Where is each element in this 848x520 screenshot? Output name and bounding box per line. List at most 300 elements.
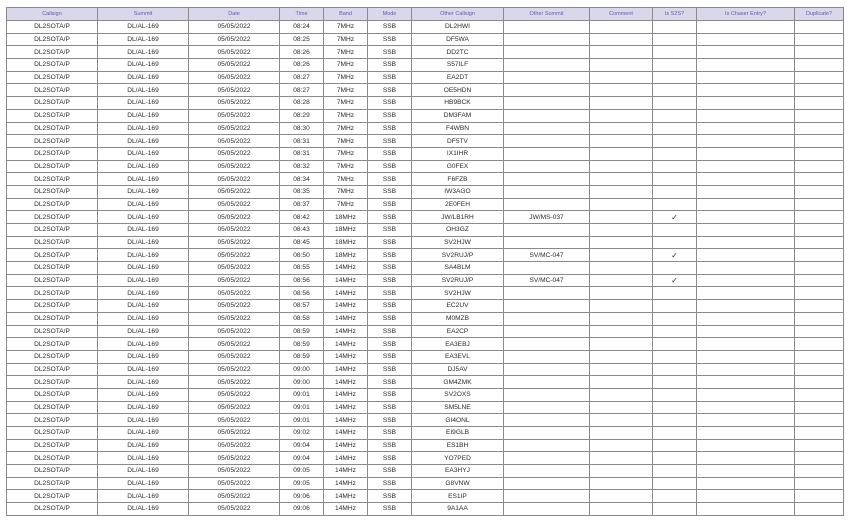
table-row[interactable] xyxy=(7,59,844,72)
column-header-time[interactable]: Time xyxy=(280,8,324,21)
cell-comment[interactable] xyxy=(590,236,653,249)
cell-mode[interactable]: SSB xyxy=(368,363,412,376)
cell-date[interactable]: 05/05/2022 xyxy=(189,414,280,427)
cell-duplicate[interactable] xyxy=(795,71,844,84)
column-header-mode[interactable]: Mode xyxy=(368,8,412,21)
cell-time[interactable]: 08:59 xyxy=(280,325,324,338)
cell-duplicate[interactable] xyxy=(795,439,844,452)
cell-band[interactable]: 14MHz xyxy=(324,363,368,376)
cell-comment[interactable] xyxy=(590,338,653,351)
cell-comment[interactable] xyxy=(590,287,653,300)
cell-comment[interactable] xyxy=(590,274,653,287)
cell-duplicate[interactable] xyxy=(795,414,844,427)
table-row[interactable] xyxy=(7,97,844,110)
cell-duplicate[interactable] xyxy=(795,300,844,313)
cell-other-summit[interactable] xyxy=(504,160,590,173)
cell-time[interactable]: 08:24 xyxy=(280,21,324,34)
cell-duplicate[interactable] xyxy=(795,198,844,211)
cell-other-callsign[interactable]: SM5LNE xyxy=(412,401,504,414)
table-row[interactable] xyxy=(7,338,844,351)
cell-date[interactable]: 05/05/2022 xyxy=(189,249,280,262)
cell-comment[interactable] xyxy=(590,312,653,325)
cell-band[interactable]: 14MHz xyxy=(324,439,368,452)
cell-callsign[interactable]: DL2SOTA/P xyxy=(7,363,98,376)
cell-other-callsign[interactable]: M0MZB xyxy=(412,312,504,325)
cell-is-s2s[interactable] xyxy=(653,59,697,72)
cell-other-callsign[interactable]: SA4BLM xyxy=(412,262,504,275)
cell-is-s2s[interactable]: ✓ xyxy=(653,274,697,287)
cell-comment[interactable] xyxy=(590,185,653,198)
cell-time[interactable]: 08:42 xyxy=(280,211,324,224)
cell-comment[interactable] xyxy=(590,376,653,389)
cell-is-s2s[interactable] xyxy=(653,97,697,110)
cell-mode[interactable]: SSB xyxy=(368,224,412,237)
cell-band[interactable]: 18MHz xyxy=(324,224,368,237)
cell-callsign[interactable]: DL2SOTA/P xyxy=(7,465,98,478)
cell-summit[interactable]: DL/AL-169 xyxy=(98,198,189,211)
cell-time[interactable]: 09:05 xyxy=(280,465,324,478)
cell-is-s2s[interactable] xyxy=(653,71,697,84)
cell-other-callsign[interactable]: ES1BH xyxy=(412,439,504,452)
cell-comment[interactable] xyxy=(590,465,653,478)
cell-comment[interactable] xyxy=(590,439,653,452)
table-row[interactable] xyxy=(7,439,844,452)
column-header-callsign[interactable]: Callsign xyxy=(7,8,98,21)
table-row[interactable] xyxy=(7,388,844,401)
cell-date[interactable]: 05/05/2022 xyxy=(189,312,280,325)
table-row[interactable] xyxy=(7,147,844,160)
cell-band[interactable]: 7MHz xyxy=(324,173,368,186)
cell-mode[interactable]: SSB xyxy=(368,173,412,186)
cell-other-summit[interactable] xyxy=(504,300,590,313)
cell-is-s2s[interactable] xyxy=(653,173,697,186)
column-header-is-s2s[interactable]: Is S2S? xyxy=(653,8,697,21)
cell-comment[interactable] xyxy=(590,350,653,363)
cell-callsign[interactable]: DL2SOTA/P xyxy=(7,249,98,262)
cell-time[interactable]: 08:59 xyxy=(280,350,324,363)
table-row[interactable] xyxy=(7,300,844,313)
cell-mode[interactable]: SSB xyxy=(368,21,412,34)
cell-is-chaser-entry[interactable] xyxy=(697,439,795,452)
cell-mode[interactable]: SSB xyxy=(368,147,412,160)
cell-other-summit[interactable] xyxy=(504,325,590,338)
cell-callsign[interactable]: DL2SOTA/P xyxy=(7,503,98,516)
cell-mode[interactable]: SSB xyxy=(368,185,412,198)
cell-time[interactable]: 08:56 xyxy=(280,287,324,300)
cell-other-summit[interactable] xyxy=(504,401,590,414)
cell-is-s2s[interactable] xyxy=(653,338,697,351)
cell-is-s2s[interactable] xyxy=(653,376,697,389)
cell-time[interactable]: 08:31 xyxy=(280,147,324,160)
cell-mode[interactable]: SSB xyxy=(368,236,412,249)
cell-summit[interactable]: DL/AL-169 xyxy=(98,414,189,427)
cell-summit[interactable]: DL/AL-169 xyxy=(98,363,189,376)
cell-duplicate[interactable] xyxy=(795,211,844,224)
cell-time[interactable]: 09:01 xyxy=(280,388,324,401)
cell-duplicate[interactable] xyxy=(795,401,844,414)
table-row[interactable] xyxy=(7,490,844,503)
cell-mode[interactable]: SSB xyxy=(368,160,412,173)
cell-summit[interactable]: DL/AL-169 xyxy=(98,185,189,198)
cell-comment[interactable] xyxy=(590,135,653,148)
cell-other-callsign[interactable]: G8VNW xyxy=(412,477,504,490)
cell-band[interactable]: 14MHz xyxy=(324,503,368,516)
cell-summit[interactable]: DL/AL-169 xyxy=(98,135,189,148)
cell-other-callsign[interactable]: F4WBN xyxy=(412,122,504,135)
cell-comment[interactable] xyxy=(590,46,653,59)
cell-comment[interactable] xyxy=(590,452,653,465)
cell-summit[interactable]: DL/AL-169 xyxy=(98,287,189,300)
cell-is-s2s[interactable] xyxy=(653,46,697,59)
cell-comment[interactable] xyxy=(590,122,653,135)
column-header-summit[interactable]: Summit xyxy=(98,8,189,21)
cell-mode[interactable]: SSB xyxy=(368,465,412,478)
cell-summit[interactable]: DL/AL-169 xyxy=(98,173,189,186)
cell-is-s2s[interactable] xyxy=(653,33,697,46)
cell-comment[interactable] xyxy=(590,71,653,84)
cell-other-callsign[interactable]: S57ILF xyxy=(412,59,504,72)
table-row[interactable] xyxy=(7,173,844,186)
cell-other-summit[interactable] xyxy=(504,122,590,135)
cell-summit[interactable]: DL/AL-169 xyxy=(98,97,189,110)
cell-date[interactable]: 05/05/2022 xyxy=(189,33,280,46)
cell-time[interactable]: 08:26 xyxy=(280,59,324,72)
cell-summit[interactable]: DL/AL-169 xyxy=(98,452,189,465)
cell-band[interactable]: 14MHz xyxy=(324,465,368,478)
cell-time[interactable]: 08:58 xyxy=(280,312,324,325)
cell-date[interactable]: 05/05/2022 xyxy=(189,160,280,173)
cell-is-chaser-entry[interactable] xyxy=(697,490,795,503)
cell-comment[interactable] xyxy=(590,211,653,224)
cell-time[interactable]: 09:01 xyxy=(280,401,324,414)
cell-duplicate[interactable] xyxy=(795,350,844,363)
cell-comment[interactable] xyxy=(590,325,653,338)
cell-band[interactable]: 7MHz xyxy=(324,185,368,198)
cell-band[interactable]: 7MHz xyxy=(324,97,368,110)
cell-time[interactable]: 08:57 xyxy=(280,300,324,313)
cell-duplicate[interactable] xyxy=(795,477,844,490)
cell-mode[interactable]: SSB xyxy=(368,312,412,325)
cell-other-summit[interactable] xyxy=(504,46,590,59)
cell-summit[interactable]: DL/AL-169 xyxy=(98,503,189,516)
cell-duplicate[interactable] xyxy=(795,147,844,160)
cell-date[interactable]: 05/05/2022 xyxy=(189,274,280,287)
cell-is-s2s[interactable] xyxy=(653,325,697,338)
cell-summit[interactable]: DL/AL-169 xyxy=(98,122,189,135)
cell-mode[interactable]: SSB xyxy=(368,97,412,110)
cell-time[interactable]: 08:55 xyxy=(280,262,324,275)
cell-date[interactable]: 05/05/2022 xyxy=(189,84,280,97)
table-row[interactable] xyxy=(7,414,844,427)
cell-summit[interactable]: DL/AL-169 xyxy=(98,300,189,313)
cell-band[interactable]: 14MHz xyxy=(324,376,368,389)
cell-summit[interactable]: DL/AL-169 xyxy=(98,338,189,351)
cell-is-chaser-entry[interactable] xyxy=(697,350,795,363)
cell-duplicate[interactable] xyxy=(795,160,844,173)
cell-comment[interactable] xyxy=(590,388,653,401)
cell-is-chaser-entry[interactable] xyxy=(697,376,795,389)
cell-band[interactable]: 14MHz xyxy=(324,490,368,503)
cell-band[interactable]: 14MHz xyxy=(324,350,368,363)
cell-other-callsign[interactable]: EC2UV xyxy=(412,300,504,313)
cell-is-s2s[interactable] xyxy=(653,122,697,135)
cell-summit[interactable]: DL/AL-169 xyxy=(98,477,189,490)
cell-other-callsign[interactable]: DF5TV xyxy=(412,135,504,148)
cell-callsign[interactable]: DL2SOTA/P xyxy=(7,236,98,249)
cell-is-s2s[interactable]: ✓ xyxy=(653,211,697,224)
cell-date[interactable]: 05/05/2022 xyxy=(189,109,280,122)
cell-other-callsign[interactable]: IW3AGO xyxy=(412,185,504,198)
cell-other-callsign[interactable]: ES1IP xyxy=(412,490,504,503)
cell-mode[interactable]: SSB xyxy=(368,287,412,300)
cell-band[interactable]: 7MHz xyxy=(324,122,368,135)
cell-time[interactable]: 08:37 xyxy=(280,198,324,211)
cell-is-chaser-entry[interactable] xyxy=(697,84,795,97)
cell-duplicate[interactable] xyxy=(795,109,844,122)
cell-date[interactable]: 05/05/2022 xyxy=(189,59,280,72)
cell-date[interactable]: 05/05/2022 xyxy=(189,465,280,478)
cell-duplicate[interactable] xyxy=(795,59,844,72)
cell-date[interactable]: 05/05/2022 xyxy=(189,122,280,135)
cell-comment[interactable] xyxy=(590,97,653,110)
table-row[interactable] xyxy=(7,376,844,389)
cell-date[interactable]: 05/05/2022 xyxy=(189,350,280,363)
cell-is-chaser-entry[interactable] xyxy=(697,21,795,34)
cell-callsign[interactable]: DL2SOTA/P xyxy=(7,388,98,401)
cell-date[interactable]: 05/05/2022 xyxy=(189,401,280,414)
cell-duplicate[interactable] xyxy=(795,84,844,97)
table-row[interactable] xyxy=(7,33,844,46)
cell-time[interactable]: 08:34 xyxy=(280,173,324,186)
table-row[interactable] xyxy=(7,465,844,478)
cell-time[interactable]: 08:45 xyxy=(280,236,324,249)
cell-other-summit[interactable] xyxy=(504,135,590,148)
cell-mode[interactable]: SSB xyxy=(368,350,412,363)
cell-is-s2s[interactable] xyxy=(653,185,697,198)
cell-is-s2s[interactable] xyxy=(653,439,697,452)
cell-band[interactable]: 14MHz xyxy=(324,300,368,313)
cell-comment[interactable] xyxy=(590,224,653,237)
cell-other-callsign[interactable]: SV2HJW xyxy=(412,287,504,300)
cell-other-summit[interactable] xyxy=(504,59,590,72)
cell-other-summit[interactable] xyxy=(504,312,590,325)
cell-other-callsign[interactable]: DD2TC xyxy=(412,46,504,59)
cell-is-chaser-entry[interactable] xyxy=(697,452,795,465)
cell-is-chaser-entry[interactable] xyxy=(697,97,795,110)
cell-date[interactable]: 05/05/2022 xyxy=(189,477,280,490)
cell-other-callsign[interactable]: GM4ZMK xyxy=(412,376,504,389)
cell-mode[interactable]: SSB xyxy=(368,84,412,97)
cell-summit[interactable]: DL/AL-169 xyxy=(98,249,189,262)
cell-is-chaser-entry[interactable] xyxy=(697,363,795,376)
cell-time[interactable]: 09:04 xyxy=(280,439,324,452)
table-row[interactable] xyxy=(7,71,844,84)
cell-summit[interactable]: DL/AL-169 xyxy=(98,350,189,363)
cell-duplicate[interactable] xyxy=(795,274,844,287)
table-row[interactable] xyxy=(7,236,844,249)
cell-is-s2s[interactable] xyxy=(653,262,697,275)
cell-time[interactable]: 08:43 xyxy=(280,224,324,237)
cell-band[interactable]: 7MHz xyxy=(324,109,368,122)
cell-summit[interactable]: DL/AL-169 xyxy=(98,211,189,224)
cell-comment[interactable] xyxy=(590,33,653,46)
cell-callsign[interactable]: DL2SOTA/P xyxy=(7,97,98,110)
cell-other-summit[interactable] xyxy=(504,185,590,198)
cell-duplicate[interactable] xyxy=(795,46,844,59)
cell-other-callsign[interactable]: EA3HYJ xyxy=(412,465,504,478)
cell-other-summit[interactable] xyxy=(504,388,590,401)
cell-mode[interactable]: SSB xyxy=(368,211,412,224)
cell-summit[interactable]: DL/AL-169 xyxy=(98,325,189,338)
cell-date[interactable]: 05/05/2022 xyxy=(189,439,280,452)
cell-callsign[interactable]: DL2SOTA/P xyxy=(7,59,98,72)
cell-summit[interactable]: DL/AL-169 xyxy=(98,59,189,72)
cell-date[interactable]: 05/05/2022 xyxy=(189,211,280,224)
table-row[interactable] xyxy=(7,84,844,97)
cell-is-chaser-entry[interactable] xyxy=(697,401,795,414)
column-header-date[interactable]: Date xyxy=(189,8,280,21)
cell-band[interactable]: 18MHz xyxy=(324,249,368,262)
cell-duplicate[interactable] xyxy=(795,173,844,186)
cell-date[interactable]: 05/05/2022 xyxy=(189,376,280,389)
cell-time[interactable]: 08:29 xyxy=(280,109,324,122)
cell-summit[interactable]: DL/AL-169 xyxy=(98,147,189,160)
cell-time[interactable]: 08:32 xyxy=(280,160,324,173)
cell-mode[interactable]: SSB xyxy=(368,439,412,452)
table-row[interactable] xyxy=(7,185,844,198)
cell-date[interactable]: 05/05/2022 xyxy=(189,185,280,198)
cell-is-chaser-entry[interactable] xyxy=(697,503,795,516)
cell-is-chaser-entry[interactable] xyxy=(697,236,795,249)
cell-mode[interactable]: SSB xyxy=(368,59,412,72)
cell-other-callsign[interactable]: SV2RUJ/P xyxy=(412,249,504,262)
cell-mode[interactable]: SSB xyxy=(368,490,412,503)
cell-other-callsign[interactable]: DF5WA xyxy=(412,33,504,46)
table-row[interactable] xyxy=(7,477,844,490)
cell-callsign[interactable]: DL2SOTA/P xyxy=(7,300,98,313)
cell-mode[interactable]: SSB xyxy=(368,122,412,135)
cell-time[interactable]: 08:35 xyxy=(280,185,324,198)
cell-callsign[interactable]: DL2SOTA/P xyxy=(7,401,98,414)
cell-other-summit[interactable] xyxy=(504,198,590,211)
cell-is-chaser-entry[interactable] xyxy=(697,287,795,300)
cell-date[interactable]: 05/05/2022 xyxy=(189,503,280,516)
cell-is-s2s[interactable] xyxy=(653,363,697,376)
cell-other-summit[interactable] xyxy=(504,439,590,452)
cell-mode[interactable]: SSB xyxy=(368,249,412,262)
cell-duplicate[interactable] xyxy=(795,503,844,516)
cell-duplicate[interactable] xyxy=(795,312,844,325)
cell-time[interactable]: 08:59 xyxy=(280,338,324,351)
cell-duplicate[interactable] xyxy=(795,490,844,503)
cell-callsign[interactable]: DL2SOTA/P xyxy=(7,490,98,503)
cell-is-chaser-entry[interactable] xyxy=(697,388,795,401)
cell-is-s2s[interactable] xyxy=(653,452,697,465)
cell-callsign[interactable]: DL2SOTA/P xyxy=(7,325,98,338)
table-row[interactable] xyxy=(7,249,844,262)
cell-band[interactable]: 7MHz xyxy=(324,21,368,34)
cell-other-summit[interactable]: JW/MS-037 xyxy=(504,211,590,224)
cell-is-chaser-entry[interactable] xyxy=(697,198,795,211)
cell-duplicate[interactable] xyxy=(795,452,844,465)
table-row[interactable] xyxy=(7,452,844,465)
cell-is-s2s[interactable] xyxy=(653,300,697,313)
cell-callsign[interactable]: DL2SOTA/P xyxy=(7,287,98,300)
cell-mode[interactable]: SSB xyxy=(368,33,412,46)
cell-is-chaser-entry[interactable] xyxy=(697,249,795,262)
cell-is-s2s[interactable] xyxy=(653,198,697,211)
table-row[interactable] xyxy=(7,363,844,376)
cell-comment[interactable] xyxy=(590,401,653,414)
cell-other-summit[interactable] xyxy=(504,71,590,84)
cell-summit[interactable]: DL/AL-169 xyxy=(98,84,189,97)
cell-is-chaser-entry[interactable] xyxy=(697,312,795,325)
cell-callsign[interactable]: DL2SOTA/P xyxy=(7,33,98,46)
cell-is-chaser-entry[interactable] xyxy=(697,147,795,160)
cell-duplicate[interactable] xyxy=(795,135,844,148)
cell-summit[interactable]: DL/AL-169 xyxy=(98,46,189,59)
cell-is-s2s[interactable] xyxy=(653,401,697,414)
cell-duplicate[interactable] xyxy=(795,388,844,401)
cell-is-s2s[interactable] xyxy=(653,109,697,122)
cell-summit[interactable]: DL/AL-169 xyxy=(98,490,189,503)
cell-time[interactable]: 09:04 xyxy=(280,452,324,465)
cell-is-s2s[interactable] xyxy=(653,388,697,401)
cell-date[interactable]: 05/05/2022 xyxy=(189,338,280,351)
cell-other-callsign[interactable]: EA2DT xyxy=(412,71,504,84)
cell-comment[interactable] xyxy=(590,300,653,313)
cell-is-s2s[interactable] xyxy=(653,21,697,34)
cell-is-s2s[interactable]: ✓ xyxy=(653,249,697,262)
cell-is-chaser-entry[interactable] xyxy=(697,122,795,135)
cell-duplicate[interactable] xyxy=(795,236,844,249)
cell-callsign[interactable]: DL2SOTA/P xyxy=(7,173,98,186)
cell-other-callsign[interactable]: HB9BCK xyxy=(412,97,504,110)
table-row[interactable] xyxy=(7,427,844,440)
cell-band[interactable]: 18MHz xyxy=(324,211,368,224)
cell-mode[interactable]: SSB xyxy=(368,135,412,148)
cell-date[interactable]: 05/05/2022 xyxy=(189,147,280,160)
cell-other-callsign[interactable]: JW/LB1RH xyxy=(412,211,504,224)
cell-other-summit[interactable] xyxy=(504,376,590,389)
cell-comment[interactable] xyxy=(590,147,653,160)
table-row[interactable] xyxy=(7,274,844,287)
cell-other-callsign[interactable]: GI4ONL xyxy=(412,414,504,427)
cell-callsign[interactable]: DL2SOTA/P xyxy=(7,427,98,440)
cell-other-callsign[interactable]: IX1IHR xyxy=(412,147,504,160)
table-row[interactable] xyxy=(7,46,844,59)
cell-summit[interactable]: DL/AL-169 xyxy=(98,376,189,389)
cell-date[interactable]: 05/05/2022 xyxy=(189,262,280,275)
cell-duplicate[interactable] xyxy=(795,325,844,338)
cell-band[interactable]: 18MHz xyxy=(324,236,368,249)
cell-other-callsign[interactable]: DM3FAM xyxy=(412,109,504,122)
cell-mode[interactable]: SSB xyxy=(368,414,412,427)
cell-band[interactable]: 14MHz xyxy=(324,312,368,325)
cell-time[interactable]: 08:28 xyxy=(280,97,324,110)
cell-is-s2s[interactable] xyxy=(653,312,697,325)
cell-summit[interactable]: DL/AL-169 xyxy=(98,71,189,84)
cell-duplicate[interactable] xyxy=(795,33,844,46)
cell-band[interactable]: 7MHz xyxy=(324,46,368,59)
cell-summit[interactable]: DL/AL-169 xyxy=(98,465,189,478)
cell-is-chaser-entry[interactable] xyxy=(697,173,795,186)
cell-mode[interactable]: SSB xyxy=(368,503,412,516)
cell-other-callsign[interactable]: 9A1AA xyxy=(412,503,504,516)
cell-callsign[interactable]: DL2SOTA/P xyxy=(7,338,98,351)
cell-callsign[interactable]: DL2SOTA/P xyxy=(7,274,98,287)
cell-comment[interactable] xyxy=(590,503,653,516)
